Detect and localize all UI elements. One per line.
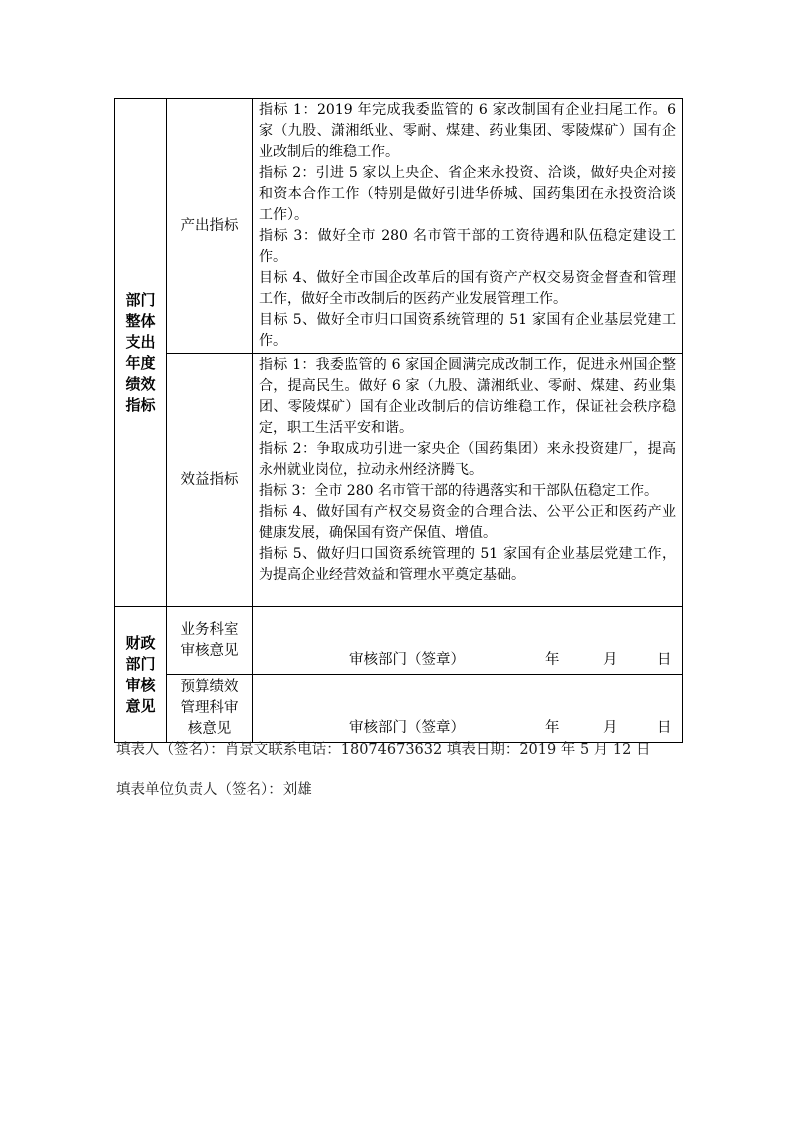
business-review-label [167, 607, 253, 675]
output-indicator-label: 产出指标 [167, 99, 253, 354]
benefit-row [115, 354, 683, 607]
category-line: 财政 [125, 633, 156, 652]
label-line: 管理科审 [180, 700, 239, 716]
filler-info-line: 填表人（签名）：肖景文联系电话：18074673632 填表日期：2019 年 5 月 12 日 [116, 742, 651, 758]
output-item: 指标 3：做好全市 280 名市管干部的工资待遇和队伍稳定建设工作。 [259, 228, 676, 265]
business-review-row [115, 607, 683, 675]
category-line: 整体 [125, 311, 156, 330]
output-item: 指标 2：引进 5 家以上央企、省企来永投资、洽谈，做好央企对接和资本合作工作（特别是做好引进华侨城、国药集团在永投资洽谈工作）。 [259, 165, 676, 223]
month-label: 月 [603, 720, 618, 736]
category-line: 年度 [125, 353, 156, 372]
category-dept-performance [115, 99, 167, 607]
benefit-indicator-content [253, 354, 683, 607]
category-line: 指标 [125, 395, 156, 414]
category-line: 审核 [125, 675, 156, 694]
budget-review-label [167, 675, 253, 743]
label-line: 核意见 [187, 721, 232, 737]
category-finance-review [115, 607, 167, 743]
output-row [115, 99, 683, 354]
label-line: 预算绩效 [180, 679, 239, 695]
benefit-item: 指标 4、做好国有产权交易资金的合理合法、公平公正和医药产业健康发展，确保国有资产保值、增值。 [259, 504, 676, 541]
performance-form-table [114, 98, 683, 743]
category-line: 意见 [125, 696, 156, 715]
business-review-field[interactable] [253, 607, 683, 675]
review-dept-stamp: 审核部门（签章） [349, 720, 465, 736]
category-line: 部门 [125, 654, 156, 673]
category-line: 支出 [125, 332, 156, 351]
benefit-item: 指标 1：我委监管的 6 家国企圆满完成改制工作，促进永州国企整合，提高民生。做好 6 家（九股、潇湘纸业、零耐、煤建、药业集团、零陵煤矿）国有企业改制后的信访维稳工作，保证社会秩序稳定，职工生活平安和谐。 [259, 357, 676, 436]
year-label: 年 [545, 652, 560, 668]
benefit-indicator-label: 效益指标 [167, 354, 253, 607]
unit-head-signature-line: 填表单位负责人（签名）：刘雄 [116, 782, 312, 798]
output-indicator-content [253, 99, 683, 354]
budget-review-row [115, 675, 683, 743]
category-line: 绩效 [125, 374, 156, 393]
benefit-item: 指标 2：争取成功引进一家央企（国药集团）来永投资建厂，提高永州就业岗位，拉动永州经济腾飞。 [259, 441, 676, 478]
budget-review-field[interactable] [253, 675, 683, 743]
day-label: 日 [657, 652, 672, 668]
benefit-item: 指标 5、做好归口国资系统管理的 51 家国有企业基层党建工作，为提高企业经营效益和管理水平奠定基础。 [259, 546, 676, 583]
category-line: 部门 [125, 290, 156, 309]
output-item: 指标 1：2019 年完成我委监管的 6 家改制国有企业扫尾工作。6 家（九股、潇湘纸业、零耐、煤建、药业集团、零陵煤矿）国有企业改制后的维稳工作。 [259, 102, 676, 160]
year-label: 年 [545, 720, 560, 736]
output-item: 目标 4、做好全市国企改革后的国有资产产权交易资金督查和管理工作，做好全市改制后的医药产业发展管理工作。 [259, 270, 676, 307]
label-line: 审核意见 [180, 642, 239, 659]
output-item: 目标 5、做好全市归口国资系统管理的 51 家国有企业基层党建工作。 [259, 312, 676, 349]
day-label: 日 [657, 720, 672, 736]
review-dept-stamp: 审核部门（签章） [349, 652, 465, 668]
label-line: 业务科室 [180, 621, 239, 638]
month-label: 月 [603, 652, 618, 668]
benefit-item: 指标 3：全市 280 名市管干部的待遇落实和干部队伍稳定工作。 [259, 483, 658, 499]
